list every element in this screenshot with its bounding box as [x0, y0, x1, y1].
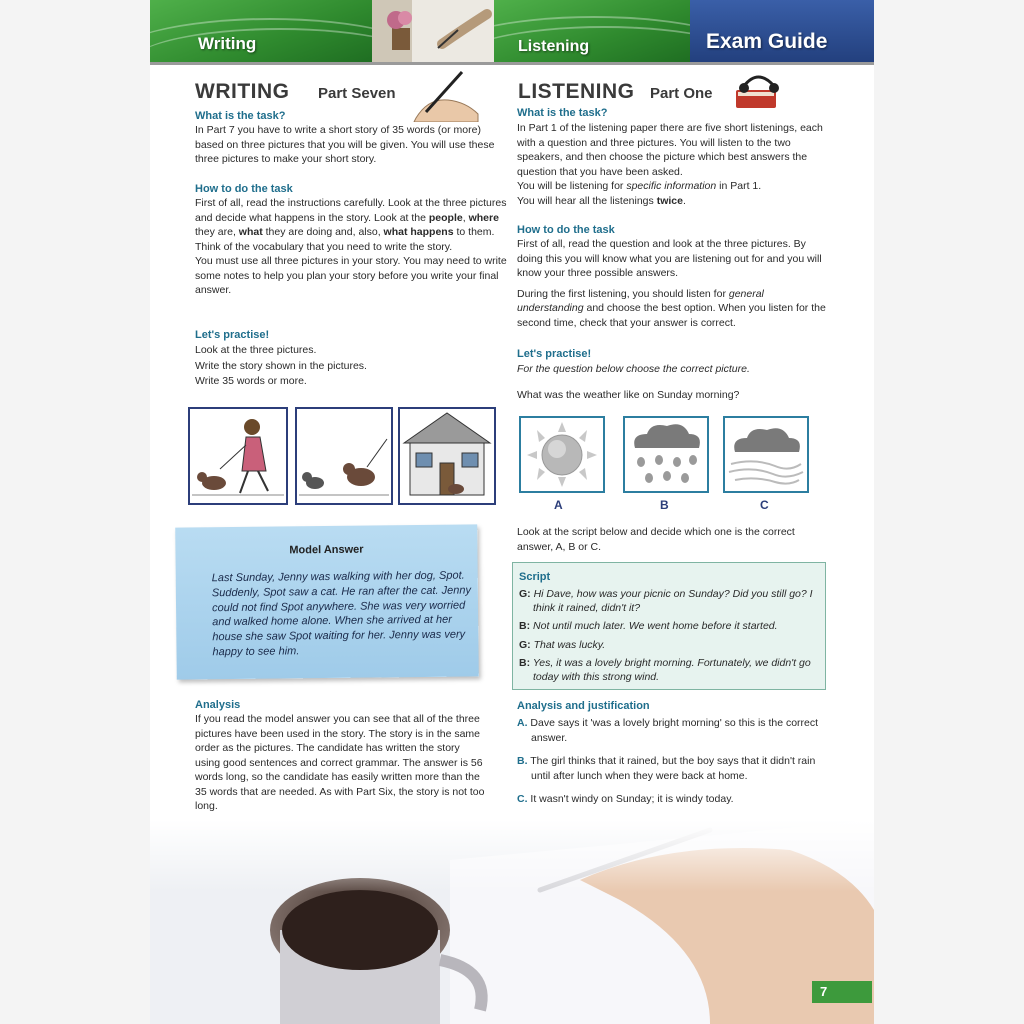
- analysis-list: [517, 716, 829, 807]
- model-answer-note: [175, 524, 479, 679]
- writing-analysis-heading: Analysis: [195, 699, 241, 711]
- exam-guide-tab-label: Exam Guide: [706, 30, 828, 53]
- writing-task-text: In Part 7 you have to write a short story of 35 words (or more) based on three pictures that you will be given. You will use these three pictures to make your short story.: [195, 124, 495, 165]
- script-line: G: Hi Dave, how was your picnic on Sunday? Did you still go? I think it rained, didn't it?: [519, 588, 813, 614]
- analysis-item: B. The girl thinks that it rained, but the boy says that it didn't rain until after lunch when they were back at home.: [517, 755, 816, 782]
- script-line: B: Not until much later. We went home before it started.: [519, 620, 778, 632]
- writing-title: WRITING: [195, 80, 290, 103]
- story-picture-1: [188, 407, 288, 505]
- writing-tab-label: Writing: [198, 34, 257, 53]
- weather-picture-wind: [723, 416, 809, 493]
- script-line: G: That was lucky.: [519, 638, 606, 651]
- model-answer-text: Last Sunday, Jenny was walking with her dog, Spot. Suddenly, Spot saw a cat. He ran after the cat. Jenny could not find Spot anywhere. She was very worried and walked home alone. When she arrived at her house she saw Spot waiting for her. Jenny was very happy to see him.: [211, 569, 472, 659]
- writing-practise-heading: Let's practise!: [195, 329, 270, 341]
- analysis-item: A. Dave says it 'was a lovely bright morning' so this is the correct answer.: [517, 717, 819, 744]
- writing-hand-icon: [408, 68, 480, 122]
- listening-practise-heading: Let's practise!: [517, 348, 592, 360]
- writing-how-heading: How to do the task: [195, 183, 293, 195]
- writing-photo: [372, 0, 494, 62]
- practise-line: Write 35 words or more.: [195, 375, 307, 387]
- writing-practise-list: [195, 343, 495, 390]
- writing-task-heading: What is the task?: [195, 110, 286, 122]
- writing-how-text: First of all, read the instructions carefully. Look at the three pictures and decide what happens in the story. Look at the people, where they are, what they are doing and, also, what happens to them. Think of the vocabulary that you need to write the story. You must use all three pictures in your story. You may need to write some notes to help you plan your story before you write your final answer.: [195, 197, 507, 296]
- weather-picture-rain: [623, 416, 709, 493]
- model-answer-title: Model Answer: [289, 543, 364, 557]
- option-label-b: B: [660, 498, 669, 512]
- listening-analysis-heading: Analysis and justification: [517, 700, 650, 712]
- exam-guide-tab-bg: [690, 0, 874, 62]
- writing-part: Part Seven: [318, 85, 396, 102]
- exam-guide-page: [150, 0, 874, 1024]
- script-box: [512, 562, 826, 690]
- listening-part: Part One: [650, 85, 713, 102]
- header-divider: [150, 62, 874, 65]
- listening-tab-bg: [494, 0, 690, 62]
- story-picture-2: [295, 407, 393, 505]
- header-banner: [150, 0, 874, 62]
- listening-how-heading: How to do the task: [517, 224, 615, 236]
- writing-tab-bg: [150, 0, 372, 62]
- listening-practise-instruction: For the question below choose the correct picture.: [517, 363, 750, 375]
- story-picture-3: [398, 407, 496, 505]
- headphones-icon: [728, 68, 790, 114]
- listening-task-heading: What is the task?: [517, 107, 608, 119]
- page-number: 7: [812, 981, 872, 1003]
- analysis-item: C. It wasn't windy on Sunday; it is windy today.: [517, 793, 734, 805]
- listening-task-text: In Part 1 of the listening paper there are five short listenings, each with a question and three pictures. You will listen to the two speakers, and then choose the picture which best answers the question that you have been asked. You will be listening for specific information in Part 1. You will hear all the listenings twice.: [517, 122, 823, 207]
- practise-line: Write the story shown in the pictures.: [195, 359, 367, 372]
- practise-line: Look at the three pictures.: [195, 344, 317, 356]
- listening-tab-label: Listening: [518, 38, 590, 55]
- script-prompt: Look at the script below and decide which one is the correct answer, A, B or C.: [517, 526, 795, 553]
- listening-question: What was the weather like on Sunday morning?: [517, 389, 740, 401]
- listening-how-text: First of all, read the question and look at the three pictures. By doing this you will know what you are listening out for and you will know your three possible answers. During the first listening, you should listen for general understanding and choose the best option. When you listen for the second time, check that your answer is correct.: [517, 238, 826, 329]
- coffee-and-pen-photo: [150, 820, 874, 1024]
- script-heading: Script: [519, 571, 551, 583]
- weather-picture-sunny: [519, 416, 605, 493]
- script-line: B: Yes, it was a lovely bright morning. Fortunately, we didn't go today with this strong wind.: [519, 657, 811, 683]
- option-label-c: C: [760, 498, 769, 512]
- listening-title: LISTENING: [518, 80, 635, 103]
- writing-analysis-text: If you read the model answer you can see that all of the three pictures have been used in the story. The story is in the same order as the pictures. The candidate has written the story using good sentences and correct grammar. The answer is 56 words long, so the candidate has easily written more than the 35 words that are needed. As with Part Six, the story is not too long.: [195, 713, 485, 812]
- option-label-a: A: [554, 498, 563, 512]
